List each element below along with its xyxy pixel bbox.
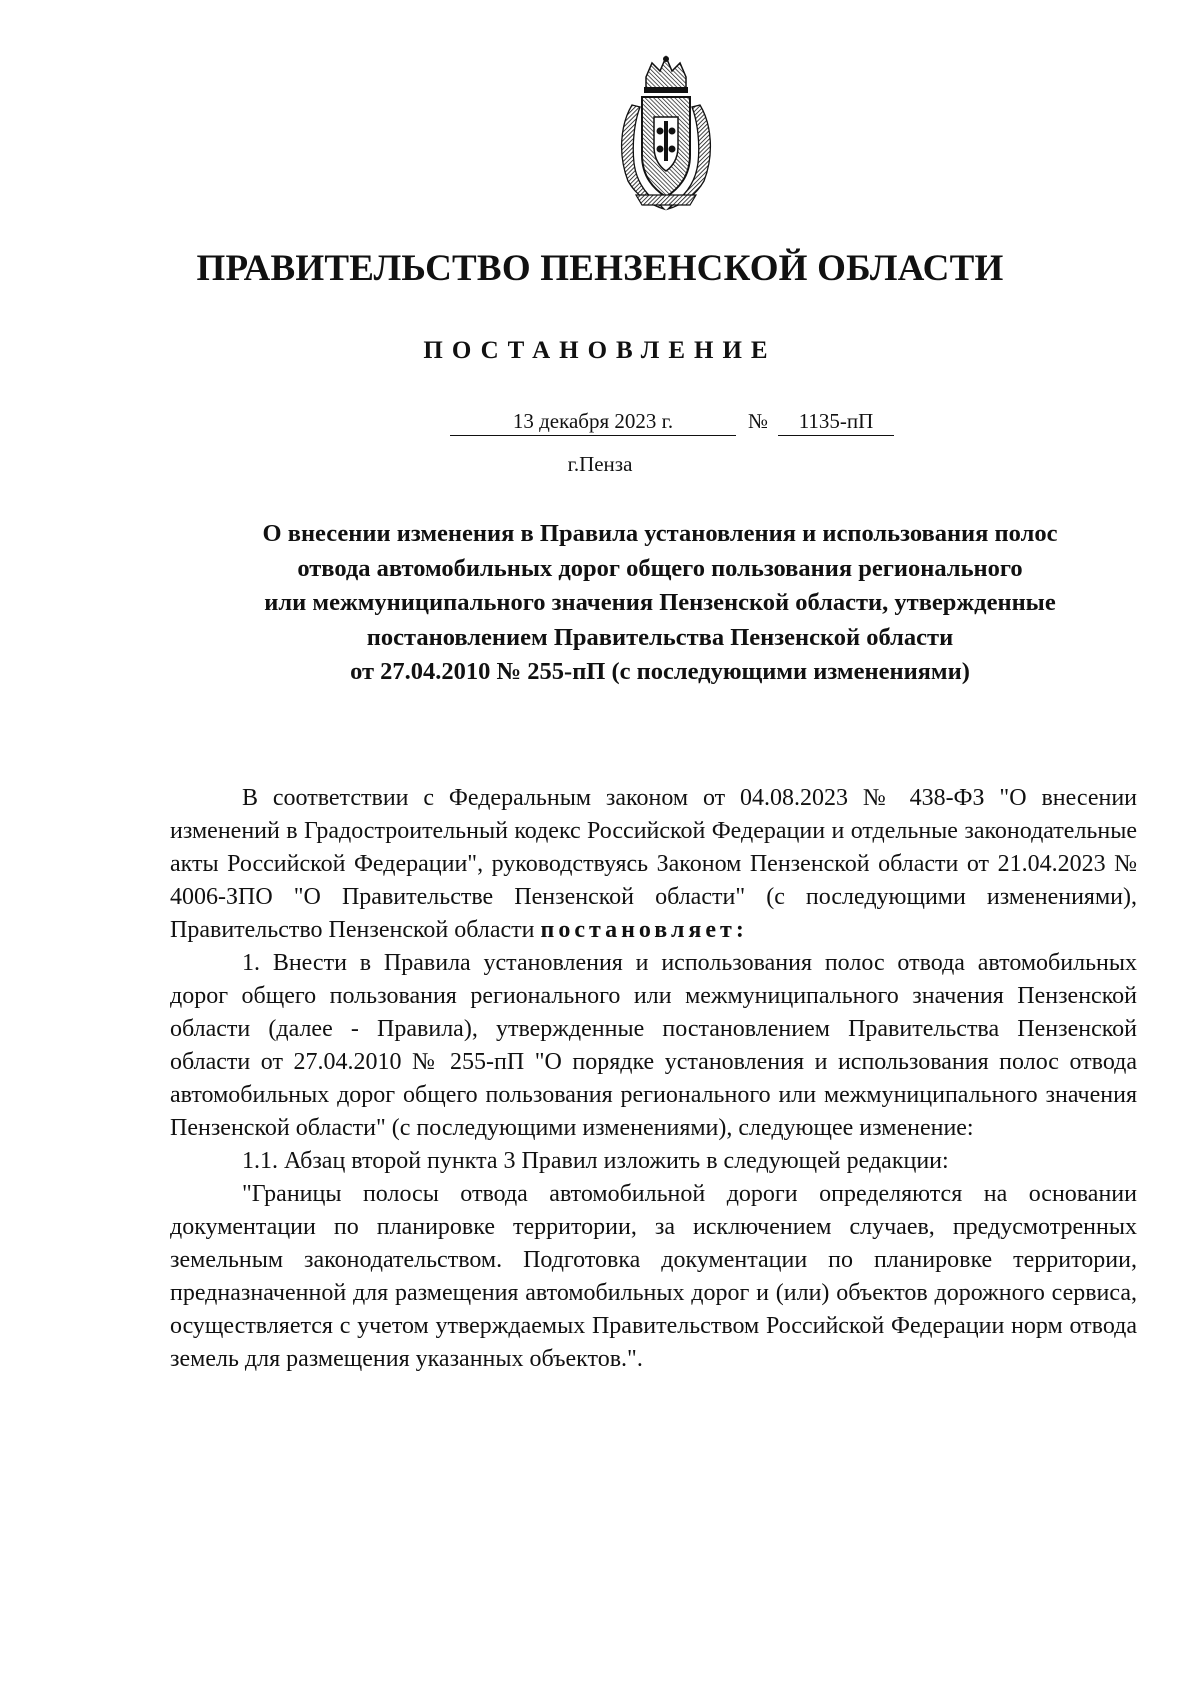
paragraph-1-1: 1.1. Абзац второй пункта 3 Правил изложить в следующей редакции: (242, 1148, 949, 1174)
paragraph-1: 1. Внести в Правила установления и использования полос отвода автомобильных дорог общего пользования регионального или межмуниципального значения Пензенской области (далее - Правила), утвержденные постановлением Правительства Пензенской области от 27.04.2010 № 255-пП "О порядке установления и использования полос отвода автомобильных дорог общего пользования регионального или межмуниципального значения Пензенской области" (с последующими изменениями), следующее изменение: (170, 950, 1137, 1141)
document-number: 1135-пП (778, 409, 894, 436)
document-body (170, 782, 1137, 1376)
preamble-paragraph (170, 782, 1137, 947)
document-date: 13 декабря 2023 г. (450, 409, 736, 436)
subject-line: отвода автомобильных дорог общего пользования регионального (297, 554, 1023, 582)
decree-word: постановляет: (540, 917, 748, 943)
quoted-paragraph: "Границы полосы отвода автомобильной дороги определяются на основании документации по планировке территории, за исключением случаев, предусмотренных земельным законодательством. Подготовка документации по планировке территории, предназначенной для размещения автомобильных дорог и (или) объектов дорожного сервиса, осуществляется с учетом утверждаемых Правительством Российской Федерации норм отвода земель для размещения указанных объектов.". (170, 1181, 1137, 1372)
government-title: ПРАВИТЕЛЬСТВО ПЕНЗЕНСКОЙ ОБЛАСТИ (196, 248, 1004, 289)
document-type-title: ПОСТАНОВЛЕНИЕ (423, 337, 777, 364)
preamble-text: В соответствии с Федеральным законом от 04.08.2023 № 438-ФЗ "О внесении изменений в Градостроительный кодекс Российской Федерации и отдельные законодательные акты Российской Федерации", руководствуясь Законом Пензенской области от 21.04.2023 № 4006-ЗПО "О Правительстве Пензенской области" (с последующими изменениями), Правительство Пензенской области (170, 785, 1137, 943)
subject-line: постановлением Правительства Пензенской области (366, 623, 954, 651)
document-subject (180, 517, 1140, 690)
number-sign: № (748, 409, 769, 433)
coat-of-arms-emblem (606, 55, 726, 213)
subject-line: О внесении изменения в Правила установления и использования полос (262, 520, 1058, 547)
subject-line: от 27.04.2010 № 255-пП (с последующими изменениями) (350, 658, 970, 685)
city-label: г.Пенза (567, 452, 633, 476)
subject-line: или межмуниципального значения Пензенской области, утвержденные (264, 589, 1056, 616)
